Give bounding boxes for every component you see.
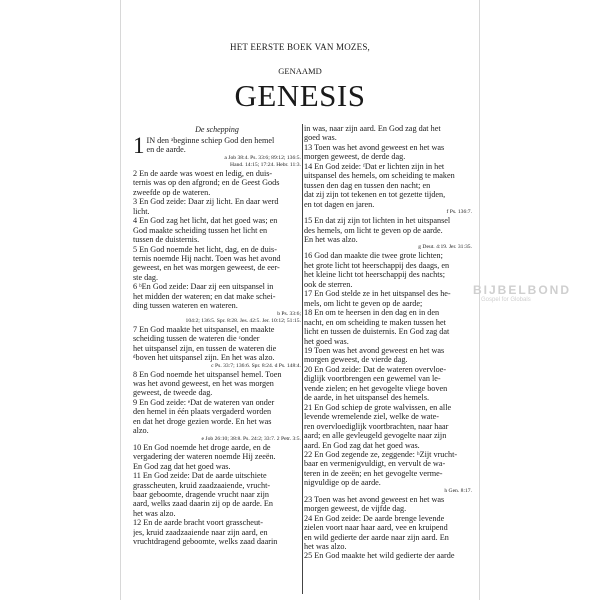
section-title: De schepping [195,125,239,134]
verse-line: 20 En God zeide: Dat de wateren overvloe- [304,364,447,374]
verse-line: ste dag. [133,272,159,282]
verse-line: baar en vermenigvuldigt, en vervult de wa- [304,459,446,469]
verse-line: 2 En de aarde was woest en ledig, en duis- [133,168,273,178]
verse-line: scheiding tussen de wateren die ᶜonder [133,334,260,344]
verse-line: uitspansel des hemels, om scheiding te maken [304,171,455,181]
verse-line: tussen den dag en tussen den nacht; en [304,180,431,190]
verse-line: en tot dagen en jaren. [304,199,375,209]
verse-line: het was alzo. [304,542,347,552]
drop-cap: 1 [133,133,145,158]
watermark-text: BIJBELBOND [473,283,572,297]
right-verses [304,124,472,561]
verse-line: het uitspansel zijn, en tussen de wateren die [133,343,277,353]
footnote-line: h Gen. 8:17. [444,487,472,494]
verse-line: 7 En God maakte het uitspansel, en maakte [133,324,275,334]
book-subheading: GENAAMD [278,66,322,76]
verse-line: alzo. [133,426,149,436]
verse-line: baar geboomte, dragende vrucht naar zijn [133,489,269,499]
verse-line: in was, naar zijn aard. En God zag dat het [304,124,441,133]
book-title: GENESIS [234,78,366,113]
verse-line: het was alzo. [133,508,176,518]
verse-line: En het was alzo. [304,234,358,244]
footnote-line: f Ps. 136:7. [446,209,472,216]
verse-line: ternis noemde Hij nacht. Toen was het avond [133,253,281,263]
verse-line: en dat het droge gezien worde. En het was [133,416,272,426]
verse-line: mels, om licht te geven op de aarde; [304,298,423,308]
verse-line: en de aarde. [146,145,186,155]
verse-line: 10 En God noemde het droge aarde, en de [133,442,271,452]
verse-line: tussen de duisternis. [133,235,200,245]
verse-line: zweefde op de wateren. [133,187,211,197]
verse-line: geweest, de tweede dag. [133,388,213,398]
verse-line: 25 En God maakte het wild gedierte der aarde [304,551,455,561]
verse-line: het goed was. [304,336,349,346]
verse-line: 12 En de aarde bracht voort grasscheut- [133,518,264,528]
verse-line: vruchtdragend geboomte, welks zaad daarin [133,537,278,547]
book-heading: HET EERSTE BOEK VAN MOZES, [230,42,370,52]
verse-line: zielen voort naar haar aard, vee en kruipend [304,523,448,533]
verse-line: 22 En God zegende ze, zeggende: ʰZijt vrucht- [304,449,458,459]
verse-line: de aarde, in het uitspansel des hemels. [304,393,430,403]
verse-line: 16 God dan maakte die twee grote lichten; [304,251,443,261]
verse-line: dat zij zijn tot tekenen en tot gezette tijden, [304,190,446,200]
footnote-line: Hand. 14:15; 17:24. Hebr. 11:3. [230,161,301,168]
verse-line: morgen geweest, de derde dag. [304,152,406,162]
verse-line: goed was. [304,133,337,143]
verse-line: 9 En God zeide: ᵉDat de wateren van onder [133,397,275,407]
verse-line: grasscheuten, kruid zaadzaaiende, vrucht- [133,480,271,490]
verse-line: 19 Toen was het avond geweest en het was [304,345,445,355]
footnote-line: a Job 38:4. Ps. 33:6; 89:12; 136:5. [224,154,301,161]
verse-line: des hemels, om licht te geven op de aarde. [304,225,443,235]
verse-line: het kleine licht tot heerschappij des nachts; [304,270,445,280]
verse-line: 4 En God zag het licht, dat het goed was; en [133,216,278,226]
column-divider [302,124,303,594]
verse-line: morgen geweest, de vierde dag. [304,355,408,365]
watermark [473,283,571,303]
verse-line: 3 En God zeide: Daar zij licht. En daar werd [133,197,279,207]
footnote-line: e Job 26:10; 38:8. Ps. 24:2; 33:7. 2 Petr. 3:5. [201,435,301,442]
verse-line: 6 ᵇEn God zeide: Daar zij een uitspansel in [133,282,274,292]
verse-line: ᵈboven het uitspansel zijn. En het was alzo. [133,353,275,363]
verse-line: den hemel in één plaats vergaderd worden [133,407,272,417]
verse-line: 21 En God schiep de grote walvissen, en alle [304,402,452,412]
verse-line: 8 En God noemde het uitspansel hemel. Toen [133,369,282,379]
verse-line: en wild gedierte der aarde naar zijn aard. En [304,532,449,542]
bible-page [120,0,572,600]
verse-line: En God zag dat het goed was. [133,461,231,471]
verse-line: morgen geweest, de vijfde dag. [304,504,407,514]
verse-line: aard, welks zaad daarin zij op de aarde. En [133,499,274,509]
verse-line: nacht, en om scheiding te maken tussen het [304,317,446,327]
verse-line: ren overvloediglijk voortbrachten, naar haar [304,421,449,431]
verse-line: vende zielen; en het gevogelte vliege boven [304,383,448,393]
verse-line: 5 En God noemde het licht, dag, en de duis- [133,244,277,254]
verse-line: 23 Toen was het avond geweest en het was [304,494,445,504]
verse-line: 18 En om te heersen in den dag en in den [304,308,440,318]
text-column-left [133,124,301,594]
verse-line: het grote licht tot heerschappij des daags, en [304,260,450,270]
verse-line: ook de sterren. [304,279,353,289]
verse-line: aard; en alle gevleugeld gevogelte naar zijn [304,431,447,441]
left-verses [133,133,301,547]
text-column-right [304,124,472,594]
footnote-line: b Ps. 33:6; [277,310,301,317]
verse-line: 11 En God zeide: Dat de aarde uitschiete [133,471,267,481]
verse-line: 17 En God stelde ze in het uitspansel des he- [304,289,451,299]
verse-line: levende wremelende ziel, welke de wate- [304,412,440,422]
verse-line: ternis was op den afgrond; en de Geest Gods [133,178,280,188]
verse-text: IN den ᵃbeginne schiep God den hemel [146,136,275,145]
verse-line: jes, kruid zaadzaaiende naar zijn aard, en [133,527,268,537]
verse-line: 15 En dat zij zijn tot lichten in het uitspansel [304,216,451,226]
verse-line: het midden der wateren; en dat make schei- [133,291,276,301]
verse-line: geweest, en het was morgen geweest, de eer- [133,263,280,273]
verse-line: 24 En God zeide: De aarde brenge levende [304,513,445,523]
footnote-line: c Ps. 33:7; 136:6. Spr. 8:24. d Ps. 148:4. [211,362,301,369]
verse-line: licht. [133,206,150,216]
verse-line: was het avond geweest, en het was morgen [133,378,274,388]
footnote-line: 104:2; 136:5. Spr. 8:28. Jes. 42:5. Jer. 10:12; 51:15. [185,317,301,324]
verse-line: God maakte scheiding tussen het licht en [133,225,268,235]
verse-line: teren in de zeeën; en het gevogelte verme- [304,468,443,478]
verse-line: 14 En God zeide: ᶠDat er lichten zijn in het [304,161,445,171]
footnote-line: g Deut. 4:19. Jer. 31:35. [418,244,472,251]
verse-line: nigvuldige op de aarde. [304,478,381,488]
verse-line: aard. En God zag dat het goed was. [304,440,420,450]
verse-line: vergadering der wateren noemde Hij zeeën. [133,452,276,462]
verse-line: ding tussen wateren en wateren. [133,301,238,311]
verse-line: licht en tussen de duisternis. En God zag dat [304,327,450,337]
watermark-tagline: Gospel for Globals [481,297,531,303]
verse-line: diglijk voortbrengen een gewemel van le- [304,374,441,384]
verse-line: 13 Toen was het avond geweest en het was [304,142,445,152]
